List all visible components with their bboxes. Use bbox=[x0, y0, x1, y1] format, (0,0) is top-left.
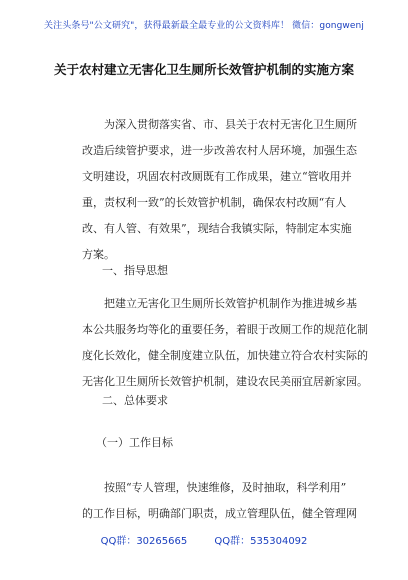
footer-qq-group-1: QQ群：30265665 bbox=[100, 536, 188, 547]
subheading-work-goals: （一）工作目标 bbox=[96, 436, 173, 449]
intro-paragraph bbox=[82, 112, 357, 268]
footer-contact bbox=[0, 532, 408, 547]
section-heading-guiding-ideology: 一、指导思想 bbox=[102, 264, 168, 277]
intro-line: 改造后续管护要求，进一步改善农村人居环境，加强生态 bbox=[82, 144, 357, 157]
footer-qq-group-2: QQ群：535304092 bbox=[214, 536, 308, 547]
intro-line: 重，责权利一致”的长效管护机制，确保农村改厕“有人 bbox=[82, 196, 347, 209]
guiding-ideology-paragraph bbox=[82, 291, 368, 395]
intro-line: 文明建设，巩固农村改厕既有工作成果，建立“管收用并 bbox=[82, 170, 352, 183]
paragraph-line: 按照“专人管理，快速维修，及时抽取，科学利用” bbox=[104, 481, 347, 494]
section-heading-overall-requirements: 二、总体要求 bbox=[102, 394, 168, 407]
document-title: 关于农村建立无害化卫生厕所长效管护机制的实施方案 bbox=[53, 62, 354, 77]
intro-line: 方案。 bbox=[82, 248, 115, 261]
intro-line: 改、有人管、有效果”，现结合我镇实际，特制定本实施 bbox=[82, 222, 352, 235]
paragraph-line: 无害化卫生厕所长效管护机制，建设农民美丽宜居新家园。 bbox=[82, 375, 368, 388]
paragraph-line: 本公共服务均等化的重要任务，着眼于改厕工作的规范化制 bbox=[82, 323, 368, 336]
paragraph-line: 的工作目标，明确部门职责，成立管理队伍，健全管理网 bbox=[82, 507, 357, 520]
paragraph-line: 把建立无害化卫生厕所长效管护机制作为推进城乡基 bbox=[104, 297, 357, 310]
paragraph-line: 度化长效化，健全制度建立队伍，加快建立符合农村实际的 bbox=[82, 349, 368, 362]
work-goals-paragraph bbox=[82, 475, 357, 527]
intro-line: 为深入贯彻落实省、市、县关于农村无害化卫生厕所 bbox=[104, 118, 357, 131]
header-promo-note: 关注头条号"公文研究"，获得最新最全最专业的公文资料库！ 微信：gongwenj bbox=[44, 21, 364, 31]
